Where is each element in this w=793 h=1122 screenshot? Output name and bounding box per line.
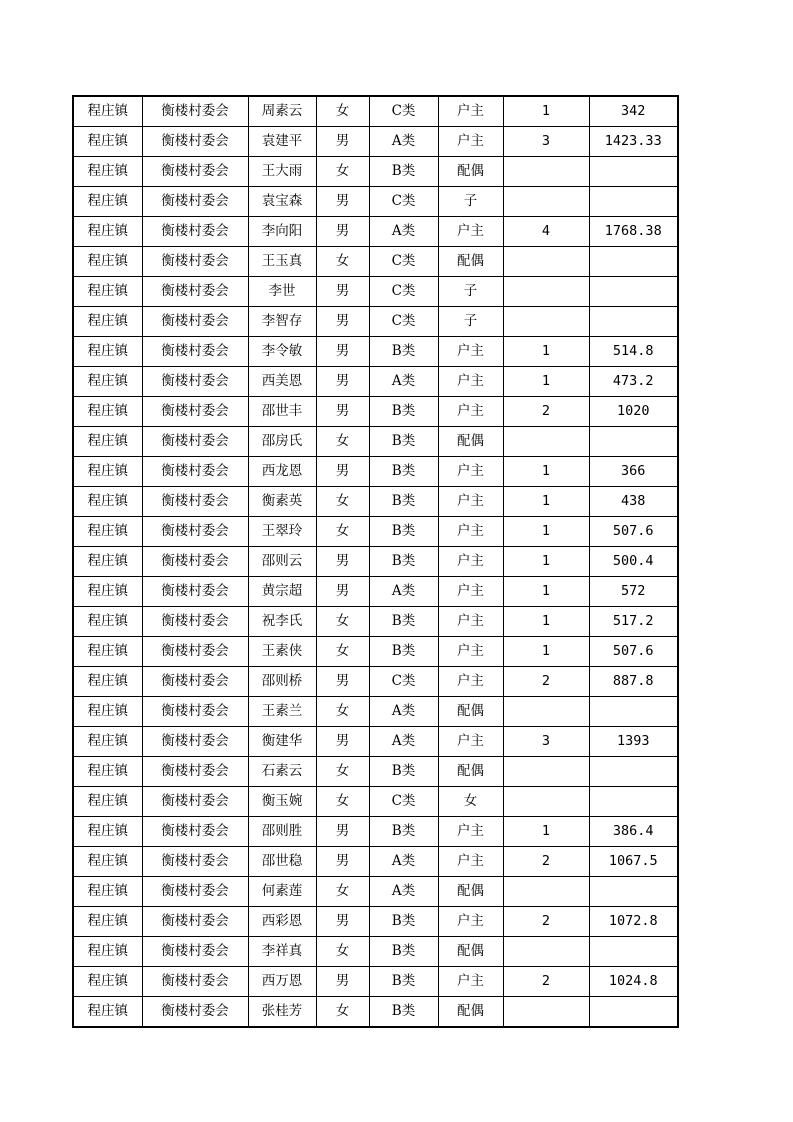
relation-cell: 配偶 bbox=[438, 937, 503, 967]
village-committee-cell: 衡楼村委会 bbox=[142, 937, 248, 967]
household-size-cell: 2 bbox=[503, 397, 589, 427]
amount-cell: 887.8 bbox=[589, 667, 678, 697]
household-size-cell: 1 bbox=[503, 457, 589, 487]
village-committee-cell: 衡楼村委会 bbox=[142, 247, 248, 277]
town-cell: 程庄镇 bbox=[73, 367, 142, 397]
category-cell: C类 bbox=[369, 307, 438, 337]
relation-cell: 户主 bbox=[438, 637, 503, 667]
town-cell: 程庄镇 bbox=[73, 517, 142, 547]
category-cell: C类 bbox=[369, 247, 438, 277]
name-cell: 邵则云 bbox=[248, 547, 316, 577]
name-cell: 衡建华 bbox=[248, 727, 316, 757]
relation-cell: 户主 bbox=[438, 577, 503, 607]
village-committee-cell: 衡楼村委会 bbox=[142, 667, 248, 697]
village-committee-cell: 衡楼村委会 bbox=[142, 307, 248, 337]
town-cell: 程庄镇 bbox=[73, 337, 142, 367]
town-cell: 程庄镇 bbox=[73, 697, 142, 727]
table-row bbox=[73, 877, 678, 907]
amount-cell bbox=[589, 307, 678, 337]
relation-cell: 户主 bbox=[438, 517, 503, 547]
table-row bbox=[73, 637, 678, 667]
village-committee-cell: 衡楼村委会 bbox=[142, 127, 248, 157]
table-row bbox=[73, 427, 678, 457]
village-committee-cell: 衡楼村委会 bbox=[142, 637, 248, 667]
household-size-cell: 3 bbox=[503, 727, 589, 757]
gender-cell: 男 bbox=[316, 667, 369, 697]
table-row bbox=[73, 937, 678, 967]
table-row bbox=[73, 787, 678, 817]
category-cell: C类 bbox=[369, 187, 438, 217]
household-size-cell: 1 bbox=[503, 517, 589, 547]
relation-cell: 户主 bbox=[438, 397, 503, 427]
amount-cell bbox=[589, 157, 678, 187]
town-cell: 程庄镇 bbox=[73, 727, 142, 757]
household-size-cell: 2 bbox=[503, 847, 589, 877]
household-size-cell: 3 bbox=[503, 127, 589, 157]
name-cell: 王素兰 bbox=[248, 697, 316, 727]
gender-cell: 女 bbox=[316, 697, 369, 727]
gender-cell: 男 bbox=[316, 457, 369, 487]
household-size-cell: 1 bbox=[503, 487, 589, 517]
category-cell: B类 bbox=[369, 547, 438, 577]
category-cell: B类 bbox=[369, 967, 438, 997]
gender-cell: 男 bbox=[316, 547, 369, 577]
gender-cell: 男 bbox=[316, 907, 369, 937]
town-cell: 程庄镇 bbox=[73, 247, 142, 277]
town-cell: 程庄镇 bbox=[73, 757, 142, 787]
amount-cell: 1024.8 bbox=[589, 967, 678, 997]
category-cell: B类 bbox=[369, 397, 438, 427]
gender-cell: 女 bbox=[316, 757, 369, 787]
relation-cell: 户主 bbox=[438, 337, 503, 367]
relation-cell: 配偶 bbox=[438, 697, 503, 727]
amount-cell bbox=[589, 787, 678, 817]
village-committee-cell: 衡楼村委会 bbox=[142, 367, 248, 397]
household-size-cell: 1 bbox=[503, 96, 589, 127]
amount-cell: 473.2 bbox=[589, 367, 678, 397]
relation-cell: 户主 bbox=[438, 847, 503, 877]
table-row bbox=[73, 96, 678, 127]
category-cell: B类 bbox=[369, 337, 438, 367]
name-cell: 衡素英 bbox=[248, 487, 316, 517]
household-size-cell: 2 bbox=[503, 667, 589, 697]
gender-cell: 女 bbox=[316, 607, 369, 637]
relation-cell: 子 bbox=[438, 277, 503, 307]
name-cell: 西万恩 bbox=[248, 967, 316, 997]
relation-cell: 户主 bbox=[438, 367, 503, 397]
village-committee-cell: 衡楼村委会 bbox=[142, 277, 248, 307]
gender-cell: 男 bbox=[316, 727, 369, 757]
name-cell: 李祥真 bbox=[248, 937, 316, 967]
relation-cell: 女 bbox=[438, 787, 503, 817]
table-row bbox=[73, 307, 678, 337]
category-cell: B类 bbox=[369, 487, 438, 517]
household-size-cell bbox=[503, 277, 589, 307]
household-size-cell bbox=[503, 187, 589, 217]
town-cell: 程庄镇 bbox=[73, 397, 142, 427]
amount-cell: 500.4 bbox=[589, 547, 678, 577]
town-cell: 程庄镇 bbox=[73, 127, 142, 157]
village-committee-cell: 衡楼村委会 bbox=[142, 217, 248, 247]
town-cell: 程庄镇 bbox=[73, 637, 142, 667]
household-size-cell bbox=[503, 787, 589, 817]
name-cell: 邵房氏 bbox=[248, 427, 316, 457]
amount-cell bbox=[589, 757, 678, 787]
relation-cell: 户主 bbox=[438, 127, 503, 157]
household-size-cell bbox=[503, 877, 589, 907]
name-cell: 王素侠 bbox=[248, 637, 316, 667]
household-size-cell bbox=[503, 427, 589, 457]
relation-cell: 户主 bbox=[438, 967, 503, 997]
category-cell: B类 bbox=[369, 457, 438, 487]
category-cell: B类 bbox=[369, 757, 438, 787]
amount-cell bbox=[589, 247, 678, 277]
amount-cell: 1393 bbox=[589, 727, 678, 757]
household-size-cell bbox=[503, 997, 589, 1028]
table-row bbox=[73, 757, 678, 787]
amount-cell: 507.6 bbox=[589, 517, 678, 547]
village-committee-cell: 衡楼村委会 bbox=[142, 847, 248, 877]
category-cell: B类 bbox=[369, 427, 438, 457]
amount-cell: 342 bbox=[589, 96, 678, 127]
village-committee-cell: 衡楼村委会 bbox=[142, 457, 248, 487]
table-row bbox=[73, 997, 678, 1028]
relation-cell: 户主 bbox=[438, 667, 503, 697]
name-cell: 石素云 bbox=[248, 757, 316, 787]
category-cell: C类 bbox=[369, 96, 438, 127]
gender-cell: 女 bbox=[316, 427, 369, 457]
category-cell: B类 bbox=[369, 907, 438, 937]
name-cell: 西美恩 bbox=[248, 367, 316, 397]
table-row bbox=[73, 667, 678, 697]
relation-cell: 户主 bbox=[438, 817, 503, 847]
amount-cell: 438 bbox=[589, 487, 678, 517]
relation-cell: 户主 bbox=[438, 217, 503, 247]
household-size-cell: 1 bbox=[503, 607, 589, 637]
table-row bbox=[73, 367, 678, 397]
gender-cell: 女 bbox=[316, 157, 369, 187]
household-size-cell: 2 bbox=[503, 967, 589, 997]
table-row bbox=[73, 727, 678, 757]
gender-cell: 男 bbox=[316, 367, 369, 397]
gender-cell: 男 bbox=[316, 817, 369, 847]
name-cell: 王大雨 bbox=[248, 157, 316, 187]
amount-cell bbox=[589, 187, 678, 217]
name-cell: 邵则桥 bbox=[248, 667, 316, 697]
gender-cell: 女 bbox=[316, 517, 369, 547]
table-row bbox=[73, 697, 678, 727]
amount-cell: 572 bbox=[589, 577, 678, 607]
table-row bbox=[73, 247, 678, 277]
table-row bbox=[73, 487, 678, 517]
amount-cell: 386.4 bbox=[589, 817, 678, 847]
town-cell: 程庄镇 bbox=[73, 847, 142, 877]
amount-cell: 366 bbox=[589, 457, 678, 487]
household-size-cell: 1 bbox=[503, 337, 589, 367]
amount-cell bbox=[589, 277, 678, 307]
name-cell: 何素莲 bbox=[248, 877, 316, 907]
category-cell: A类 bbox=[369, 577, 438, 607]
gender-cell: 女 bbox=[316, 487, 369, 517]
town-cell: 程庄镇 bbox=[73, 157, 142, 187]
gender-cell: 女 bbox=[316, 877, 369, 907]
table-row bbox=[73, 127, 678, 157]
gender-cell: 男 bbox=[316, 967, 369, 997]
name-cell: 周素云 bbox=[248, 96, 316, 127]
town-cell: 程庄镇 bbox=[73, 427, 142, 457]
village-committee-cell: 衡楼村委会 bbox=[142, 547, 248, 577]
town-cell: 程庄镇 bbox=[73, 937, 142, 967]
gender-cell: 男 bbox=[316, 847, 369, 877]
gender-cell: 男 bbox=[316, 577, 369, 607]
table-row bbox=[73, 517, 678, 547]
category-cell: C类 bbox=[369, 667, 438, 697]
village-committee-cell: 衡楼村委会 bbox=[142, 727, 248, 757]
name-cell: 邵世丰 bbox=[248, 397, 316, 427]
name-cell: 袁宝森 bbox=[248, 187, 316, 217]
gender-cell: 女 bbox=[316, 637, 369, 667]
relation-cell: 户主 bbox=[438, 487, 503, 517]
town-cell: 程庄镇 bbox=[73, 457, 142, 487]
category-cell: A类 bbox=[369, 877, 438, 907]
table-row bbox=[73, 457, 678, 487]
household-size-cell: 1 bbox=[503, 817, 589, 847]
table-row bbox=[73, 577, 678, 607]
name-cell: 邵则胜 bbox=[248, 817, 316, 847]
village-committee-cell: 衡楼村委会 bbox=[142, 487, 248, 517]
household-size-cell bbox=[503, 307, 589, 337]
table-row bbox=[73, 607, 678, 637]
village-committee-cell: 衡楼村委会 bbox=[142, 967, 248, 997]
village-committee-cell: 衡楼村委会 bbox=[142, 787, 248, 817]
gender-cell: 女 bbox=[316, 247, 369, 277]
gender-cell: 男 bbox=[316, 307, 369, 337]
village-committee-cell: 衡楼村委会 bbox=[142, 517, 248, 547]
table-row bbox=[73, 157, 678, 187]
relation-cell: 户主 bbox=[438, 727, 503, 757]
category-cell: A类 bbox=[369, 847, 438, 877]
relation-cell: 配偶 bbox=[438, 157, 503, 187]
amount-cell: 507.6 bbox=[589, 637, 678, 667]
town-cell: 程庄镇 bbox=[73, 187, 142, 217]
amount-cell: 1067.5 bbox=[589, 847, 678, 877]
name-cell: 祝李氏 bbox=[248, 607, 316, 637]
name-cell: 西彩恩 bbox=[248, 907, 316, 937]
roster-table-body bbox=[73, 96, 678, 1027]
town-cell: 程庄镇 bbox=[73, 997, 142, 1028]
name-cell: 李世 bbox=[248, 277, 316, 307]
name-cell: 王翠玲 bbox=[248, 517, 316, 547]
name-cell: 李向阳 bbox=[248, 217, 316, 247]
relation-cell: 户主 bbox=[438, 457, 503, 487]
category-cell: A类 bbox=[369, 697, 438, 727]
relation-cell: 配偶 bbox=[438, 427, 503, 457]
town-cell: 程庄镇 bbox=[73, 667, 142, 697]
village-committee-cell: 衡楼村委会 bbox=[142, 997, 248, 1028]
name-cell: 衡玉婉 bbox=[248, 787, 316, 817]
town-cell: 程庄镇 bbox=[73, 817, 142, 847]
gender-cell: 男 bbox=[316, 397, 369, 427]
relation-cell: 户主 bbox=[438, 96, 503, 127]
category-cell: B类 bbox=[369, 637, 438, 667]
table-row bbox=[73, 817, 678, 847]
village-committee-cell: 衡楼村委会 bbox=[142, 157, 248, 187]
gender-cell: 女 bbox=[316, 787, 369, 817]
household-size-cell: 4 bbox=[503, 217, 589, 247]
category-cell: A类 bbox=[369, 727, 438, 757]
category-cell: B类 bbox=[369, 517, 438, 547]
category-cell: A类 bbox=[369, 217, 438, 247]
household-size-cell bbox=[503, 157, 589, 187]
relation-cell: 配偶 bbox=[438, 997, 503, 1028]
gender-cell: 男 bbox=[316, 217, 369, 247]
name-cell: 邵世稳 bbox=[248, 847, 316, 877]
table-row bbox=[73, 907, 678, 937]
category-cell: A类 bbox=[369, 127, 438, 157]
town-cell: 程庄镇 bbox=[73, 907, 142, 937]
table-row bbox=[73, 187, 678, 217]
gender-cell: 男 bbox=[316, 337, 369, 367]
gender-cell: 女 bbox=[316, 96, 369, 127]
village-committee-cell: 衡楼村委会 bbox=[142, 337, 248, 367]
amount-cell bbox=[589, 427, 678, 457]
name-cell: 李令敏 bbox=[248, 337, 316, 367]
table-row bbox=[73, 217, 678, 247]
gender-cell: 男 bbox=[316, 127, 369, 157]
amount-cell: 1423.33 bbox=[589, 127, 678, 157]
town-cell: 程庄镇 bbox=[73, 577, 142, 607]
category-cell: B类 bbox=[369, 607, 438, 637]
household-size-cell bbox=[503, 247, 589, 277]
village-committee-cell: 衡楼村委会 bbox=[142, 817, 248, 847]
household-size-cell: 1 bbox=[503, 547, 589, 577]
village-committee-cell: 衡楼村委会 bbox=[142, 577, 248, 607]
village-committee-cell: 衡楼村委会 bbox=[142, 697, 248, 727]
category-cell: C类 bbox=[369, 787, 438, 817]
household-size-cell: 1 bbox=[503, 637, 589, 667]
name-cell: 黄宗超 bbox=[248, 577, 316, 607]
table-row bbox=[73, 397, 678, 427]
amount-cell bbox=[589, 997, 678, 1028]
gender-cell: 女 bbox=[316, 997, 369, 1028]
name-cell: 张桂芳 bbox=[248, 997, 316, 1028]
category-cell: B类 bbox=[369, 817, 438, 847]
town-cell: 程庄镇 bbox=[73, 307, 142, 337]
town-cell: 程庄镇 bbox=[73, 96, 142, 127]
amount-cell bbox=[589, 877, 678, 907]
relation-cell: 户主 bbox=[438, 547, 503, 577]
relation-cell: 户主 bbox=[438, 907, 503, 937]
town-cell: 程庄镇 bbox=[73, 547, 142, 577]
category-cell: B类 bbox=[369, 937, 438, 967]
name-cell: 西龙恩 bbox=[248, 457, 316, 487]
amount-cell bbox=[589, 697, 678, 727]
village-committee-cell: 衡楼村委会 bbox=[142, 96, 248, 127]
gender-cell: 男 bbox=[316, 277, 369, 307]
amount-cell: 1072.8 bbox=[589, 907, 678, 937]
household-size-cell bbox=[503, 937, 589, 967]
household-size-cell: 1 bbox=[503, 577, 589, 607]
household-size-cell bbox=[503, 757, 589, 787]
name-cell: 李智存 bbox=[248, 307, 316, 337]
table-row bbox=[73, 847, 678, 877]
table-row bbox=[73, 547, 678, 577]
household-size-cell bbox=[503, 697, 589, 727]
town-cell: 程庄镇 bbox=[73, 217, 142, 247]
village-committee-cell: 衡楼村委会 bbox=[142, 757, 248, 787]
amount-cell: 1768.38 bbox=[589, 217, 678, 247]
name-cell: 王玉真 bbox=[248, 247, 316, 277]
relation-cell: 配偶 bbox=[438, 757, 503, 787]
town-cell: 程庄镇 bbox=[73, 877, 142, 907]
relation-cell: 户主 bbox=[438, 607, 503, 637]
table-row bbox=[73, 277, 678, 307]
household-size-cell: 1 bbox=[503, 367, 589, 397]
town-cell: 程庄镇 bbox=[73, 277, 142, 307]
category-cell: B类 bbox=[369, 157, 438, 187]
relation-cell: 配偶 bbox=[438, 877, 503, 907]
relation-cell: 子 bbox=[438, 187, 503, 217]
amount-cell bbox=[589, 937, 678, 967]
amount-cell: 514.8 bbox=[589, 337, 678, 367]
town-cell: 程庄镇 bbox=[73, 967, 142, 997]
village-committee-cell: 衡楼村委会 bbox=[142, 397, 248, 427]
table-row bbox=[73, 967, 678, 997]
gender-cell: 女 bbox=[316, 937, 369, 967]
amount-cell: 1020 bbox=[589, 397, 678, 427]
village-committee-cell: 衡楼村委会 bbox=[142, 607, 248, 637]
village-committee-cell: 衡楼村委会 bbox=[142, 187, 248, 217]
amount-cell: 517.2 bbox=[589, 607, 678, 637]
category-cell: C类 bbox=[369, 277, 438, 307]
village-committee-cell: 衡楼村委会 bbox=[142, 427, 248, 457]
town-cell: 程庄镇 bbox=[73, 607, 142, 637]
town-cell: 程庄镇 bbox=[73, 787, 142, 817]
category-cell: A类 bbox=[369, 367, 438, 397]
name-cell: 袁建平 bbox=[248, 127, 316, 157]
gender-cell: 男 bbox=[316, 187, 369, 217]
roster-table bbox=[72, 95, 679, 1028]
village-committee-cell: 衡楼村委会 bbox=[142, 877, 248, 907]
household-size-cell: 2 bbox=[503, 907, 589, 937]
category-cell: B类 bbox=[369, 997, 438, 1028]
table-row bbox=[73, 337, 678, 367]
village-committee-cell: 衡楼村委会 bbox=[142, 907, 248, 937]
relation-cell: 子 bbox=[438, 307, 503, 337]
town-cell: 程庄镇 bbox=[73, 487, 142, 517]
relation-cell: 配偶 bbox=[438, 247, 503, 277]
